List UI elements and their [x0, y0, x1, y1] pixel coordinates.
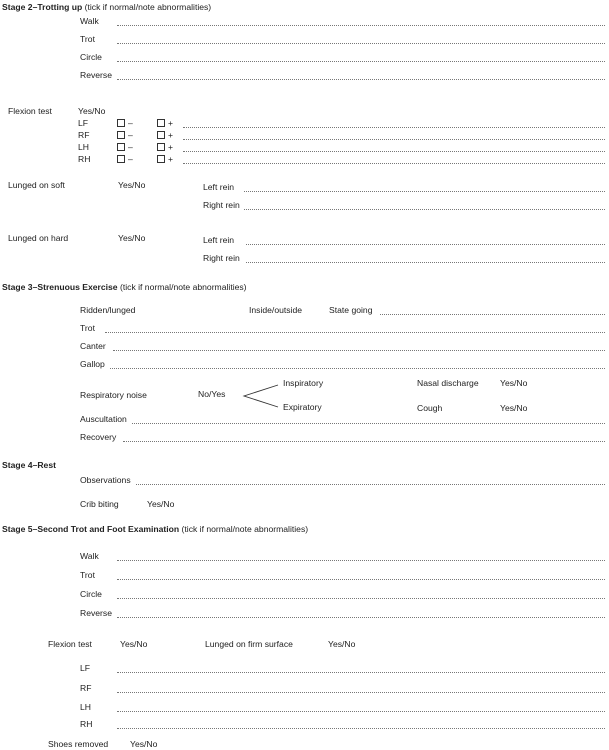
stage2-lunged-hard-label: Lunged on hard: [8, 233, 69, 243]
stage2-heading: Stage 2–Trotting up (tick if normal/note abnormalities): [2, 2, 212, 12]
stage3-resp-noise-label: Respiratory noise: [80, 390, 147, 400]
stage3-cough-label: Cough: [417, 403, 443, 413]
stage2-lh-plus[interactable]: +: [157, 143, 173, 152]
stage5-walk-line[interactable]: [117, 560, 605, 561]
stage5-circle-label: Circle: [80, 589, 102, 599]
stage3-ridden-label: Ridden/lunged: [80, 305, 136, 315]
stage2-lunged-soft-label: Lunged on soft: [8, 180, 65, 190]
stage2-flexion-label: Flexion test: [8, 106, 52, 116]
stage2-hard-left-rein: Left rein: [203, 235, 235, 245]
stage3-recovery-label: Recovery: [80, 432, 117, 442]
stage5-leg-rf: RF: [80, 683, 92, 693]
stage5-leg-lh: LH: [80, 702, 91, 712]
stage5-shoes-options: Yes/No: [130, 739, 158, 749]
stage5-walk-label: Walk: [80, 551, 99, 561]
stage3-nasal-label: Nasal discharge: [417, 378, 479, 388]
stage3-canter-label: Canter: [80, 341, 106, 351]
stage5-lunged-label: Lunged on firm surface: [205, 639, 293, 649]
stage5-trot-label: Trot: [80, 570, 95, 580]
stage2-flexion-options: Yes/No: [78, 106, 106, 116]
stage2-hard-right-rein: Right rein: [203, 253, 240, 263]
stage5-reverse-line[interactable]: [117, 617, 605, 618]
stage2-soft-left-rein: Left rein: [203, 182, 235, 192]
stage5-leg-rh: RH: [80, 719, 93, 729]
stage2-rf-plus[interactable]: +: [157, 131, 173, 140]
stage3-inside-label: Inside/outside: [249, 305, 303, 315]
stage2-leg-lf: LF: [78, 118, 89, 128]
stage2-lf-minus[interactable]: –: [117, 119, 133, 128]
stage2-reverse-label: Reverse: [80, 70, 112, 80]
stage5-circle-line[interactable]: [117, 598, 605, 599]
stage5-flexion-options: Yes/No: [120, 639, 148, 649]
stage3-recovery-line[interactable]: [123, 441, 605, 442]
stage5-shoes-label: Shoes removed: [48, 739, 109, 749]
stage2-soft-right-rein: Right rein: [203, 200, 240, 210]
stage3-trot-label: Trot: [80, 323, 95, 333]
stage5-lf-line[interactable]: [117, 672, 605, 673]
stage2-trot-label: Trot: [80, 34, 95, 44]
stage4-observations-label: Observations: [80, 475, 131, 485]
stage3-going-label: State going: [329, 305, 373, 315]
stage2-circle-label: Circle: [80, 52, 102, 62]
stage4-crib-options: Yes/No: [147, 499, 175, 509]
stage2-lh-minus[interactable]: –: [117, 143, 133, 152]
stage5-flexion-label: Flexion test: [48, 639, 92, 649]
stage4-heading: Stage 4–Rest: [2, 460, 56, 470]
stage5-lh-line[interactable]: [117, 711, 605, 712]
stage4-observations-line[interactable]: [136, 484, 605, 485]
stage2-leg-lh: LH: [78, 142, 89, 152]
stage3-auscultation-line[interactable]: [132, 423, 605, 424]
stage5-trot-line[interactable]: [117, 579, 605, 580]
stage4-crib-label: Crib biting: [80, 499, 119, 509]
stage3-gallop-label: Gallop: [80, 359, 105, 369]
stage5-leg-lf: LF: [80, 663, 91, 673]
stage3-inspiratory-label: Inspiratory: [283, 378, 324, 388]
stage3-heading: Stage 3–Strenuous Exercise (tick if normal/note abnormalities): [2, 282, 247, 292]
stage2-rf-minus[interactable]: –: [117, 131, 133, 140]
stage5-rf-line[interactable]: [117, 692, 605, 693]
stage5-lunged-options: Yes/No: [328, 639, 356, 649]
stage5-reverse-label: Reverse: [80, 608, 112, 618]
stage3-expiratory-label: Expiratory: [283, 402, 322, 412]
stage2-walk-label: Walk: [80, 16, 99, 26]
stage3-auscultation-label: Auscultation: [80, 414, 127, 424]
stage3-resp-options: No/Yes: [198, 389, 226, 399]
stage2-rh-minus[interactable]: –: [117, 155, 133, 164]
stage2-lf-plus[interactable]: +: [157, 119, 173, 128]
stage2-leg-rf: RF: [78, 130, 90, 140]
stage2-lunged-hard-options: Yes/No: [118, 233, 146, 243]
stage2-lunged-soft-options: Yes/No: [118, 180, 146, 190]
stage5-rh-line[interactable]: [117, 728, 605, 729]
stage3-cough-options: Yes/No: [500, 403, 528, 413]
stage3-nasal-options: Yes/No: [500, 378, 528, 388]
stage5-heading: Stage 5–Second Trot and Foot Examination (tick if normal/note abnormalities): [2, 524, 309, 534]
stage2-leg-rh: RH: [78, 154, 91, 164]
stage2-rh-plus[interactable]: +: [157, 155, 173, 164]
